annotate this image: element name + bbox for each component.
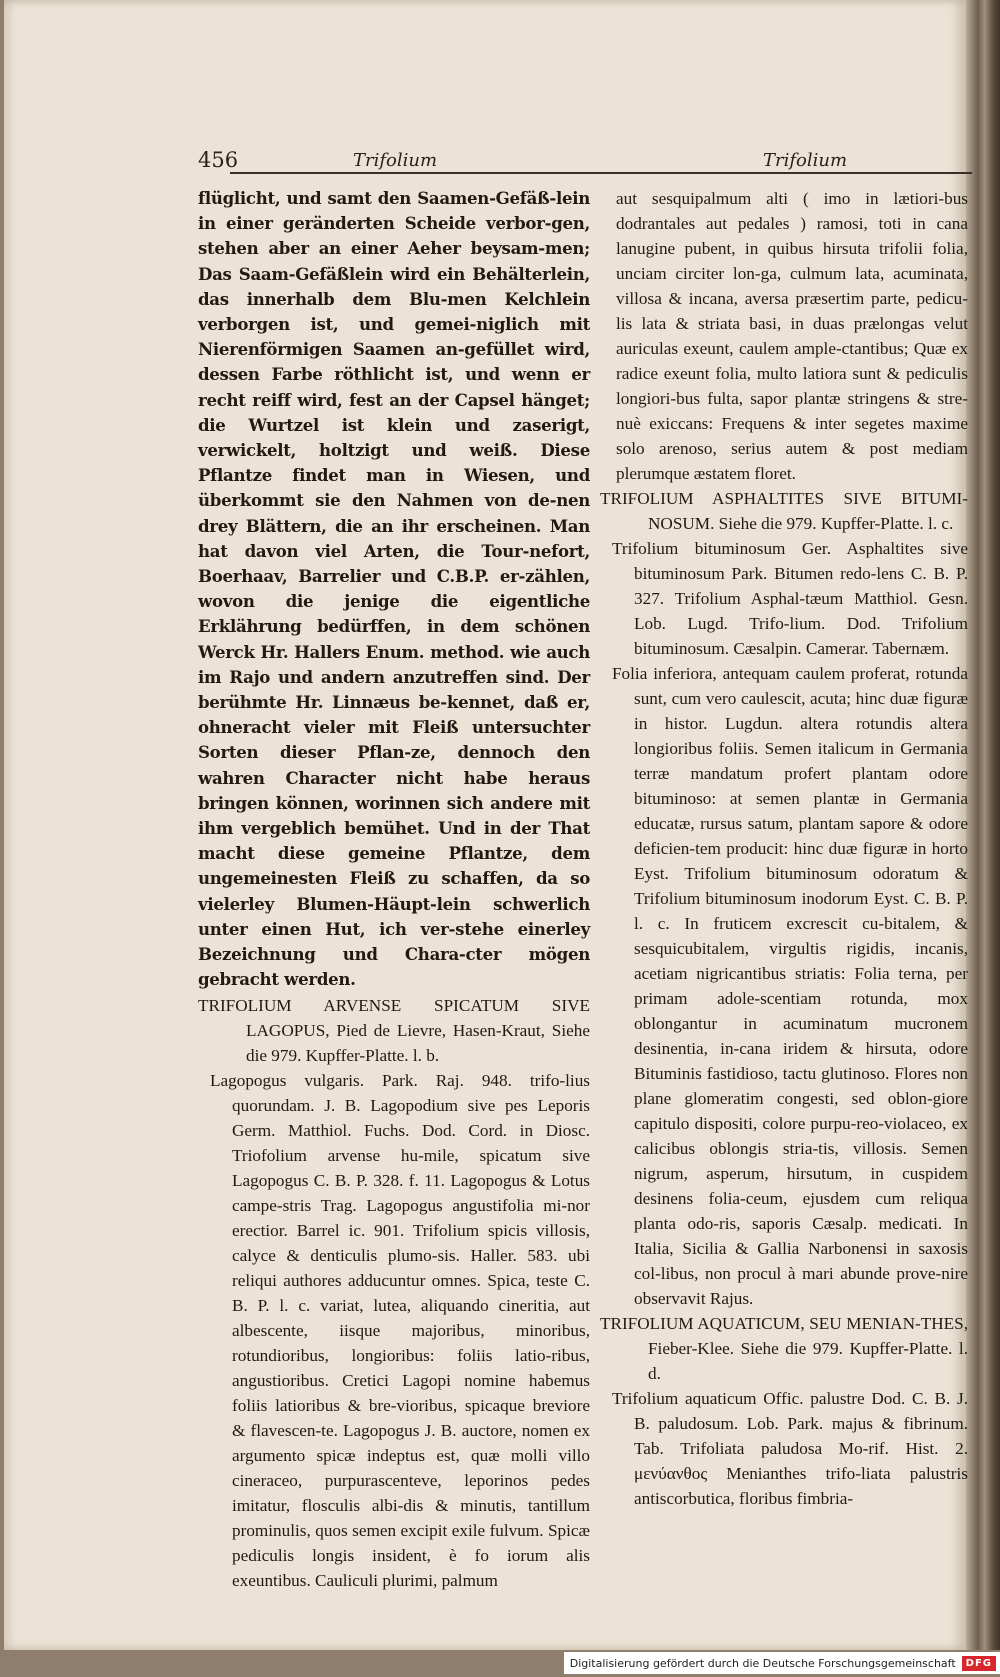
right-column <box>600 186 968 1511</box>
running-head-left: Trifolium <box>353 150 438 171</box>
continuation-paragraph: aut sesquipalmum alti ( imo in lætiori-bus dodrantales aut pedales ) ramosi, toti in cana lanugine pubent, in quibus hirsuta trifolii folia, unciam circiter lon-ga, culmum lata, acuminata, villosa & incana, aversa præsertim parte, pedicu-lis lata & striata basi, in duas prælongas velut auriculas exeunt, caulem ample-ctantibus; Quæ ex radice exeunt folia, multo latiora sunt & pediculis longiori-bus fulta, sapor plantæ stringens & stre-nuè exiccans: Frequens & inter segetes maxime solo arenoso, serius autem & post mediam plerumque æstatem floret. <box>616 189 968 483</box>
entry-heading-arvense: TRIFOLIUM ARVENSE SPICATUM SIVE LAGOPUS, Pied de Lievre, Hasen-Kraut, Siehe die 979. Kupffer-Platte. l. b. <box>198 995 590 1065</box>
credit-text: Digitalisierung gefördert durch die Deutsche Forschungsgemeinschaft <box>569 1656 956 1670</box>
synonyms-asphaltites: Trifolium bituminosum Ger. Asphaltites sive bituminosum Park. Bitumen redo-lens C. B. P. 327. Trifolium Asphal-tæum Matthiol. Gesn. Lob. Lugd. Trifo-lium. Dod. Trifolium bituminosum. Cæsalpin. Camerar. Tabernæm. <box>612 539 968 658</box>
header-rule <box>230 172 972 174</box>
left-column <box>198 186 590 1593</box>
entry-heading-asphaltites: TRIFOLIUM ASPHALTITES SIVE BITUMI-NOSUM. Siehe die 979. Kupffer-Platte. l. c. <box>600 489 968 533</box>
page-edge <box>966 0 1000 1650</box>
latin-paragraph-arvense: Lagopogus vulgaris. Park. Raj. 948. trifo-lius quorundam. J. B. Lagopodium sive pes Leporis Germ. Matthiol. Fuchs. Dod. Cord. in Diosc. Triofolium arvense hu-mile, spicatum sive Lagopogus C. B. P. 328. f. 11. Lagopogus & Lotus campe-stris Trag. Lagopogus angustifolia mi-nor erectior. Barrel ic. 901. Trifolium spicis villosis, calyce & denticulis plumo-sis. Haller. 583. ubi reliqui authores adducuntur omnes. Spica, teste C. B. P. l. c. variat, lutea, aliquando cineritia, aut albescente, iisque majoribus, minoribus, rotundioribus, longioribus: foliis latio-ribus, angustioribus. Cretici Lagopi nomine habemus foliis latioribus & bre-vioribus, spicaque breviore & flavescen-te. Lagopogus J. B. auctore, nomen ex argumento spicæ indeptus est, quæ molli villo cineraceo, purpurascenteve, leporinos pedes imitatur, flosculis albi-dis & minutis, tantillum prominulis, quos semen excipit exile fulvum. Spicæ pediculis longis insident, è fo iorum alis exeuntibus. Cauliculi plurimi, palmum <box>210 1070 590 1590</box>
dfg-logo: DFG <box>962 1656 996 1671</box>
entry-heading-aquaticum: TRIFOLIUM AQUATICUM, SEU MENIAN-THES, Fieber-Klee. Siehe die 979. Kupffer-Platte. l. d. <box>600 1314 968 1383</box>
digitization-credit <box>564 1652 1000 1674</box>
page-number: 456 <box>198 148 239 172</box>
german-paragraph: flüglicht, und samt den Saamen-Gefäß-lein in einer geränderten Scheide verbor-gen, stehen aber an einer Aeher beysam-men; Das Saam-Gefäßlein wird ein Behälterlein, das innerhalb dem Blu-men Kelchlein verborgen ist, und gemei-niglich mit Nierenförmigen Saamen an-gefüllet wird, dessen Farbe röthlicht ist, und wenn er recht reiff wird, fest an der Capsel hänget; die Wurtzel ist klein und zaserigt, verwickelt, holtzigt und weiß. Diese Pflantze findet man in Wiesen, und überkommt sie den Nahmen von de-nen drey Blättern, die an ihr erscheinen. Man hat davon viel Arten, die Tour-nefort, Boerhaav, Barrelier und C.B.P. er-zählen, wovon die jenige die eigentliche Erklährung bedürffen, in dem schönen Werck Hr. Hallers Enum. method. wie auch im Rajo und andern anzutreffen sind. Der berühmte Hr. Linnæus be-kennet, daß er, ohneracht vieler mit Fleiß untersuchter Sorten dieser Pflan-ze, dennoch den wahren Character nicht habe heraus bringen können, worinnen sich andere mit ihm vergeblich bemühet. Und in der That macht diese gemeine Pflantze, dem ungemeinesten Fleiß zu schaffen, da so vielerley Blumen-Häupt-lein schwerlich unter einen Hut, ich ver-stehe einerley Bezeichnung und Chara-cter mögen gebracht werden. <box>198 188 590 990</box>
description-asphaltites: Folia inferiora, antequam caulem proferat, rotunda sunt, cum vero caulescit, acuta; hinc duæ figuræ in histor. Lugdun. altera rotundis altera longioribus foliis. Semen italicum in Germania terræ mandatum profert plantam odore bituminoso: at semen plantæ in Germania educatæ, rursus satum, plantam sapore & odore deficien-tem producit: hinc duæ figuræ in horto Eyst. Trifolium bituminosum odoratum & Trifolium bituminosum inodorum Eyst. C. B. P. l. c. In fruticem excrescit cu-bitalem, & sesquicubitalem, virgultis rigidis, incanis, acetiam nigricantibus striatis: Folia terna, per primam adole-scentiam rotunda, mox oblongantur in acuminatum mucronem desinentia, in-cana iridem & hirsuta, odore Bituminis fastidioso, tactu glutinoso. Flores non plane glomeratim congesti, sed oblon-giore capitulo dispositi, colore purpu-reo-violaceo, ex calicibus oblongis stria-tis, villosis. Semen nigrum, asperum, hirsutum, in cuspidem desinens folia-ceum, ejusdem cum reliqua planta odo-ris, saporis Cæsalp. medicati. In Italia, Sicilia & Gallia Narbonensi in saxosis col-libus, non procul à mari abunde prove-nire observavit Rajus. <box>612 664 968 1308</box>
synonyms-aquaticum: Trifolium aquaticum Offic. palustre Dod. C. B. J. B. paludosum. Lob. Park. majus & fibrinum. Tab. Trifoliata paludosa Mo-rif. Hist. 2. μενύανθος Menianthes trifo-liata palustris antiscorbutica, floribus fimbria- <box>612 1389 968 1508</box>
running-head-right: Trifolium <box>763 150 848 171</box>
